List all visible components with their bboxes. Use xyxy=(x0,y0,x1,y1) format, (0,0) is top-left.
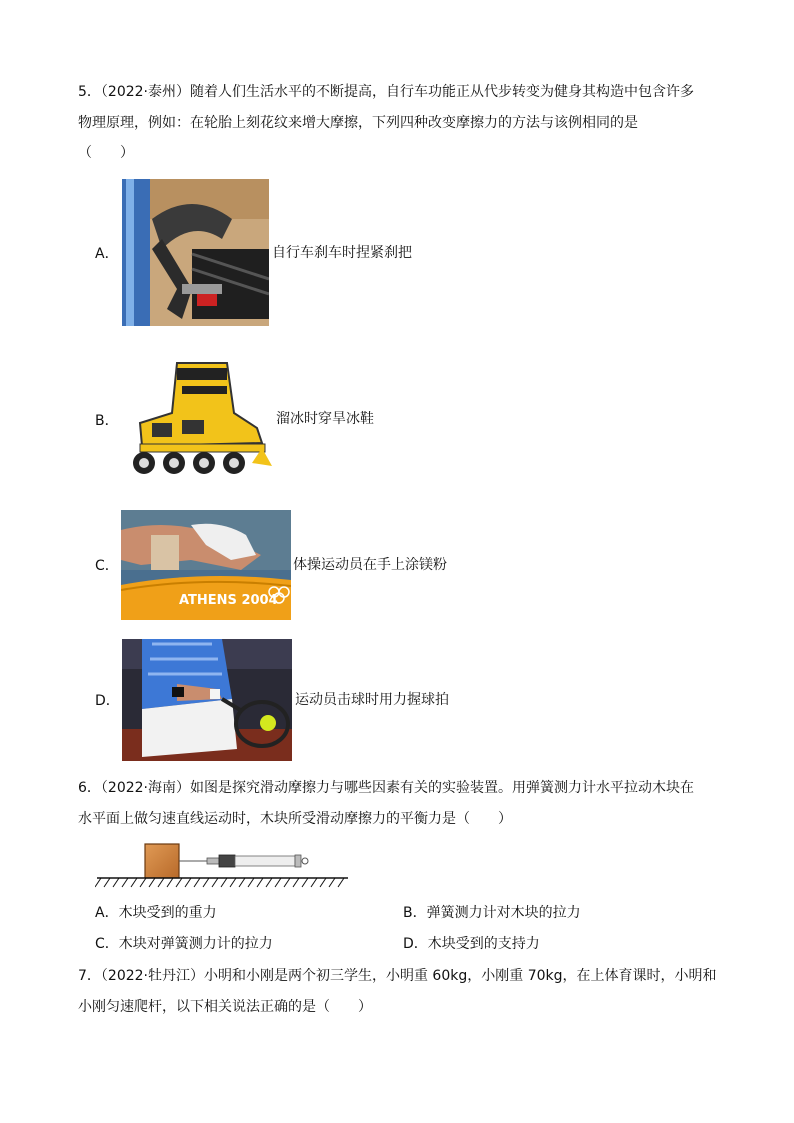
q6-option-b: B．弹簧测力计对木块的拉力 xyxy=(403,905,581,921)
q5-stem-line1: 5．（2022·泰州）随着人们生活水平的不断提高，自行车功能正从代步转变为健身其构造中包含许多 xyxy=(78,84,694,100)
q5-option-b-text: 溜冰时穿旱冰鞋 xyxy=(276,411,374,427)
tennis-player-photo xyxy=(122,639,292,761)
q6-stem-line2: 水平面上做匀速直线运动时，木块所受滑动摩擦力的平衡力是（ ） xyxy=(78,811,512,827)
athens-caption: ATHENS 2004 xyxy=(179,593,278,608)
gymnast-chalk-photo xyxy=(121,510,291,620)
q6-option-d: D．木块受到的支持力 xyxy=(403,936,540,952)
q6-option-a: A．木块受到的重力 xyxy=(95,905,217,921)
spring-scale xyxy=(207,855,308,867)
q5-option-c-letter: C． xyxy=(95,558,119,574)
q5-answer-blank: （ ） xyxy=(78,145,134,161)
q5-option-d-letter: D． xyxy=(95,693,120,709)
q6-option-c: C．木块对弹簧测力计的拉力 xyxy=(95,936,273,952)
wooden-block xyxy=(145,844,179,878)
ground-hatching xyxy=(95,878,344,887)
q5-option-a-text: 自行车刹车时捏紧刹把 xyxy=(272,245,412,261)
q5-option-d-text: 运动员击球时用力握球拍 xyxy=(295,692,449,708)
q7-stem-line1: 7．（2022·牡丹江）小明和小刚是两个初三学生，小明重 60kg，小刚重 70kg，在上体育课时，小明和 xyxy=(78,968,717,984)
friction-experiment-diagram xyxy=(95,840,350,890)
roller-skate-photo xyxy=(122,358,272,478)
bicycle-brake-photo xyxy=(122,179,269,326)
q5-option-c-text: 体操运动员在手上涂镁粉 xyxy=(293,557,447,573)
q5-option-b-letter: B． xyxy=(95,413,119,429)
q5-stem-line2: 物理原理，例如：在轮胎上刻花纹来增大摩擦，下列四种改变摩擦力的方法与该例相同的是 xyxy=(78,115,638,131)
q7-stem-line2: 小刚匀速爬杆，以下相关说法正确的是（ ） xyxy=(78,999,372,1015)
q6-stem-line1: 6．（2022·海南）如图是探究滑动摩擦力与哪些因素有关的实验装置。用弹簧测力计水平拉动木块在 xyxy=(78,780,694,796)
q5-option-a-letter: A． xyxy=(95,246,119,262)
